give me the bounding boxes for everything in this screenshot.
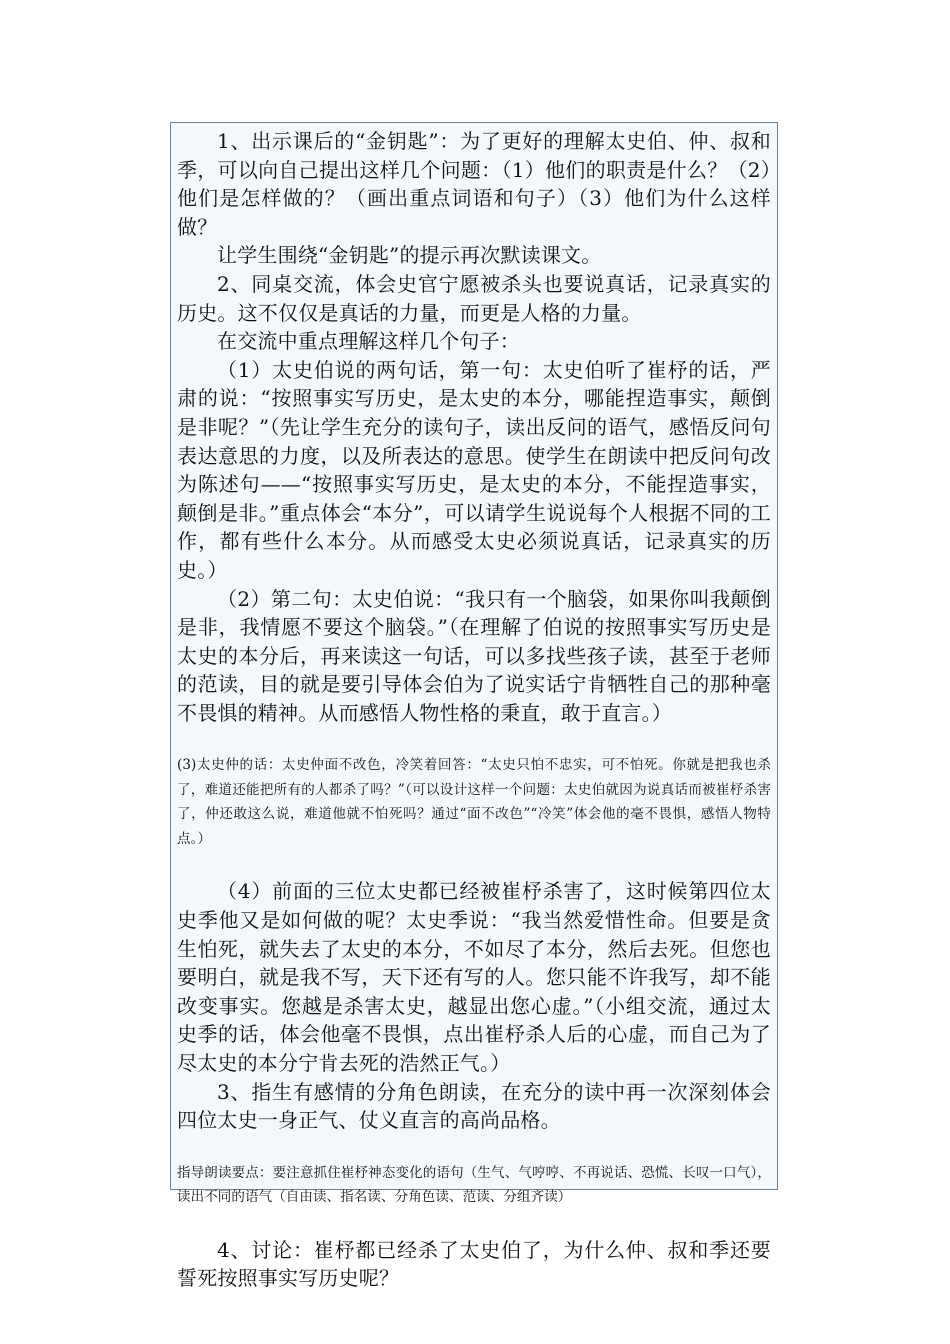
paragraph-sentence-4: （4）前面的三位太史都已经被崔杼杀害了，这时候第四位太史季他又是如何做的呢？太史季说：“我当然爱惜性命。但要是贪生怕死，就失去了太史的本分，不如尽了本分，然后去死。但您也要明白，就是我不写，天下还有写的人。您只能不许我写，却不能改变事实。您越是杀害太史，越显出您心虚。”（小组交流，通过太史季的话，体会他毫不畏惧，点出崔杼杀人后的心虚，而自己为了尽太史的本分宁肯去死的浩然正气。） — [177, 879, 771, 1076]
paragraph-silent-reading: 让学生围绕“金钥匙”的提示再次默读课文。 — [217, 243, 602, 268]
paragraph-sentence-2: （2）第二句：太史伯说：“我只有一个脑袋，如果你叫我颠倒是非，我情愿不要这个脑袋。”（在理解了伯说的按照事实写历史是太史的本分后，再来读这一句话，可以多找些孩子读，甚至于老师的范读，目的就是要引导体会伯为了说实话宁肯牺牲自己的那种毫不畏惧的精神。从而感悟人物性格的秉直，敢于直言。） — [177, 586, 771, 725]
paragraph-role-reading: 3、指生有感情的分角色朗读，在充分的读中再一次深刻体会四位太史一身正气、仗义直言的高尚品格。 — [177, 1079, 771, 1133]
paragraph-golden-key: 1、出示课后的“金钥匙”：为了更好的理解太史伯、仲、叔和季，可以向自己提出这样几个问题：（1）他们的职责是什么？（2）他们是怎样做的？（画出重点词语和句子）（3）他们为什么这样做？ — [177, 129, 771, 239]
paragraph-reading-guidance: 指导朗读要点：要注意抓住崔杼神态变化的语句（生气、气哼哼、不再说话、恐慌、长叹一口气），读出不同的语气（自由读、指名读、分角色读、范读、分组齐读） — [177, 1164, 771, 1206]
paragraph-sentence-1: （1）太史伯说的两句话，第一句：太史伯听了崔杼的话，严肃的说：“按照事实写历史，是太史的本分，哪能捏造事实，颠倒是非呢？”（先让学生充分的读句子，读出反问的语气，感悟反问句表达意思的力度，以及所表达的意思。使学生在朗读中把反问句改为陈述句——“按照事实写历史，是太史的本分，不能捏造事实，颠倒是非。”重点体会“本分”，可以请学生说说每个人根据不同的工作，都有些什么本分。从而感受太史必须说真话，记录真实的历史。） — [177, 357, 771, 582]
paragraph-deskmate-discussion: 2、同桌交流，体会史官宁愿被杀头也要说真话，记录真实的历史。这不仅仅是真话的力量，而更是人格的力量。 — [177, 271, 771, 325]
paragraph-discussion-question: 4、讨论：崔杼都已经杀了太史伯了，为什么仲、叔和季还要誓死按照事实写历史呢？ — [177, 1237, 771, 1291]
paragraph-sentence-3: (3)太史仲的话：太史仲面不改色，冷笑着回答：“太史只怕不忠实，可不怕死。你就是把我也杀了，难道还能把所有的人都杀了吗？”（可以设计这样一个问题：太史伯就因为说真话而被崔杼杀害了，仲还敢这么说，难道他就不怕死吗？通过“面不改色”“冷笑”体会他的毫不畏惧，感悟人物特点。） — [177, 757, 771, 847]
lesson-plan-cell — [170, 122, 778, 1291]
paragraph-key-sentences-intro: 在交流中重点理解这样几个句子： — [217, 329, 520, 354]
